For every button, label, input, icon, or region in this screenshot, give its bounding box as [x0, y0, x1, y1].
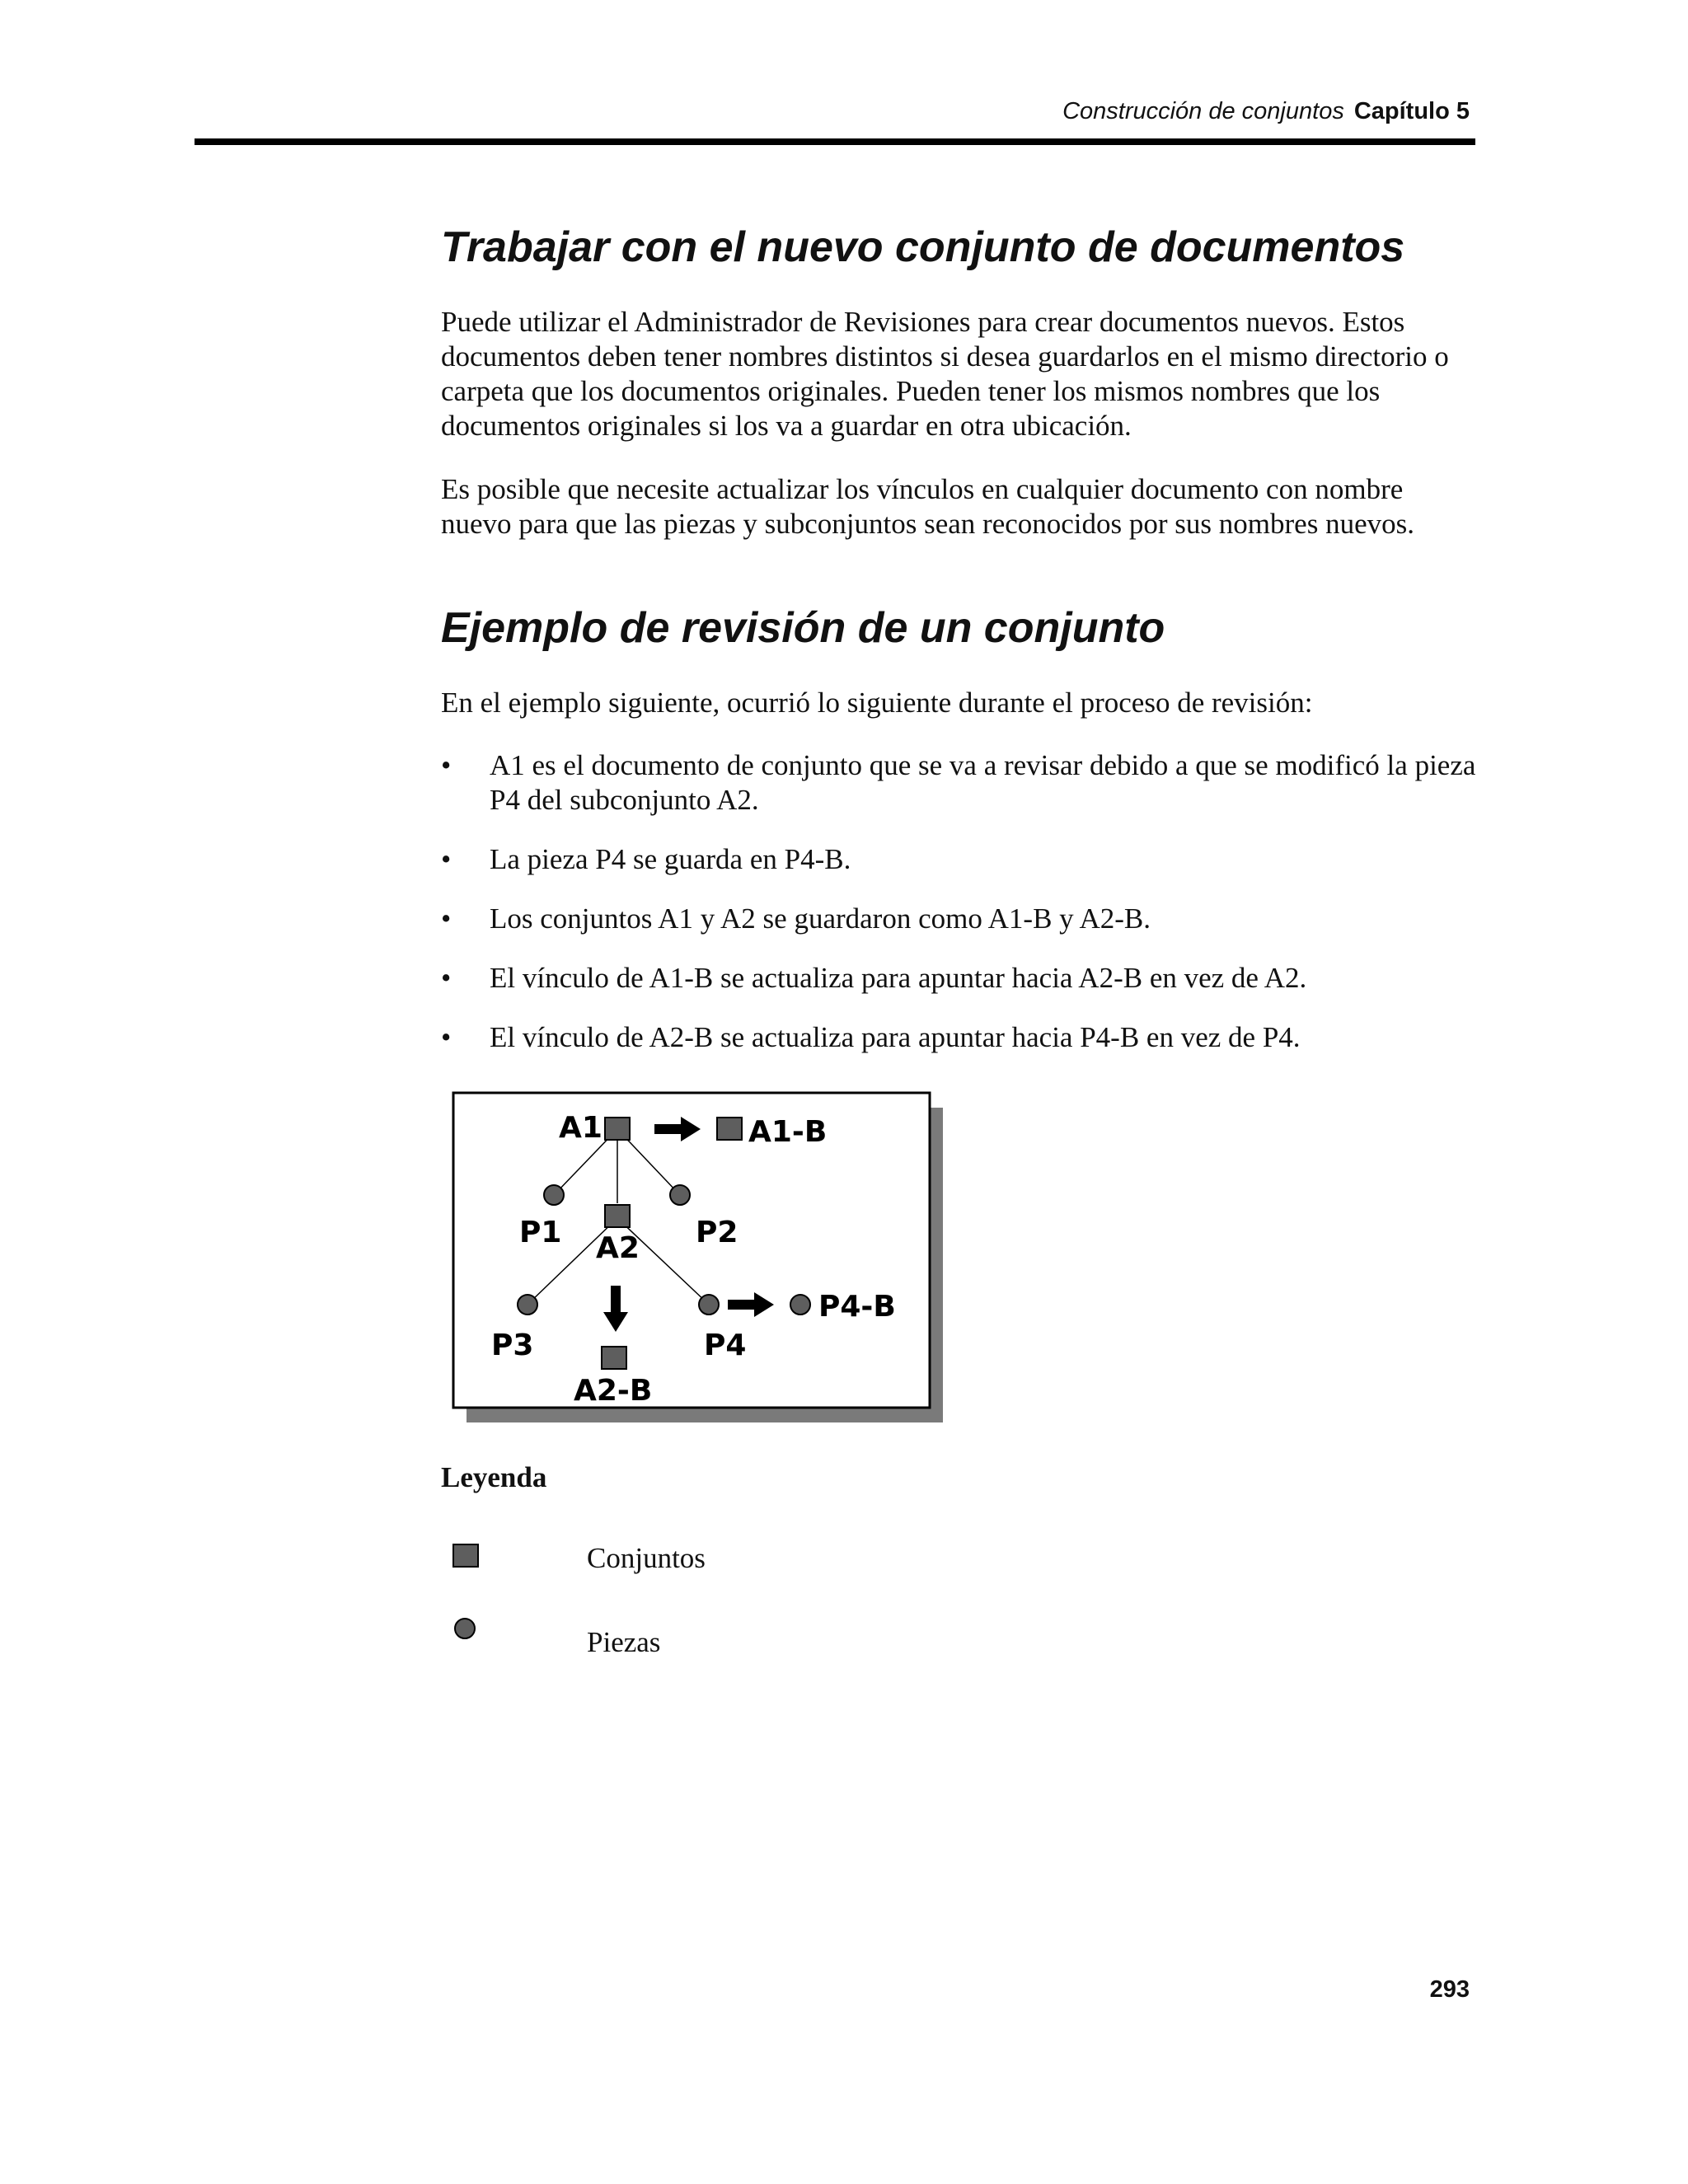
intro-paragraph: En el ejemplo siguiente, ocurrió lo siguiente durante el proceso de revisión:: [441, 687, 1313, 719]
bullet-marker: •: [441, 962, 452, 994]
label-p1: P1: [519, 1216, 562, 1249]
legend-item-label: Piezas: [587, 1626, 661, 1658]
legend-item-piezas: [452, 1625, 946, 1660]
bullet-marker: •: [441, 843, 452, 875]
bullet-marker: •: [441, 1021, 452, 1053]
label-p3: P3: [491, 1329, 534, 1362]
body-paragraph-1: Puede utilizar el Administrador de Revisiones para crear documentos nuevos. Estos documentos deben tener nombres distintos si desea guardarlos en el mismo directorio o carpeta que los documentos originales. Pueden tener los mismos nombres que los documentos originales si los va a guardar en otra ubicación.: [441, 306, 1449, 442]
section-heading-2: Ejemplo de revisión de un conjunto: [441, 604, 1165, 652]
label-a2b: A2-B: [574, 1374, 653, 1408]
list-item: [441, 902, 1479, 936]
main-content: [441, 223, 1479, 1080]
assembly-node-a2: [605, 1205, 630, 1227]
part-node-p4: [699, 1295, 719, 1315]
list-item-text: El vínculo de A1-B se actualiza para apuntar hacia A2-B en vez de A2.: [490, 962, 1307, 994]
label-a1b: A1-B: [748, 1115, 828, 1149]
label-p4b: P4-B: [818, 1290, 896, 1324]
list-item: [441, 748, 1479, 818]
part-node-p1: [544, 1185, 564, 1205]
list-item-text: A1 es el documento de conjunto que se va a revisar debido a que se modificó la pieza P4 del subconjunto A2.: [490, 749, 1476, 816]
part-node-p4b: [790, 1295, 810, 1315]
legend-title: Leyenda: [441, 1461, 547, 1493]
page-number: 293: [1429, 1976, 1470, 2003]
assembly-square-icon: [452, 1543, 480, 1569]
revision-diagram-svg: [452, 1091, 946, 1431]
assembly-node-a1b: [717, 1118, 742, 1140]
legend-item-conjuntos: [452, 1541, 946, 1576]
part-node-p3: [518, 1295, 537, 1315]
section-heading-1: Trabajar con el nuevo conjunto de documentos: [441, 223, 1405, 271]
header-chapter: Capítulo 5: [1353, 98, 1470, 124]
part-circle-icon: [452, 1615, 478, 1642]
list-item-text: La pieza P4 se guarda en P4-B.: [490, 843, 851, 875]
label-p4: P4: [704, 1329, 747, 1362]
legend-item-label: Conjuntos: [587, 1542, 706, 1574]
assembly-node-a1: [605, 1118, 630, 1140]
label-a2: A2: [596, 1231, 640, 1265]
assembly-node-a2b: [602, 1347, 626, 1369]
header-section-title: Construcción de conjuntos: [1062, 98, 1344, 124]
body-paragraph-2: Es posible que necesite actualizar los vínculos en cualquier documento con nombre nuevo para que las piezas y subconjuntos sean reconocidos por sus nombres nuevos.: [441, 473, 1414, 540]
list-item-text: Los conjuntos A1 y A2 se guardaron como A1-B y A2-B.: [490, 902, 1151, 935]
bullet-marker: •: [441, 749, 452, 781]
label-p2: P2: [696, 1216, 738, 1249]
bullet-list: [441, 748, 1479, 1055]
list-item: [441, 842, 1479, 877]
header-rule: [195, 138, 1475, 145]
list-item: [441, 961, 1479, 996]
list-item-text: El vínculo de A2-B se actualiza para apuntar hacia P4-B en vez de P4.: [490, 1021, 1301, 1053]
bullet-marker: •: [441, 902, 452, 935]
list-item: [441, 1020, 1479, 1055]
part-node-p2: [670, 1185, 690, 1205]
revision-diagram: [452, 1091, 946, 1431]
label-a1: A1: [559, 1111, 603, 1145]
running-header: [1062, 97, 1470, 125]
